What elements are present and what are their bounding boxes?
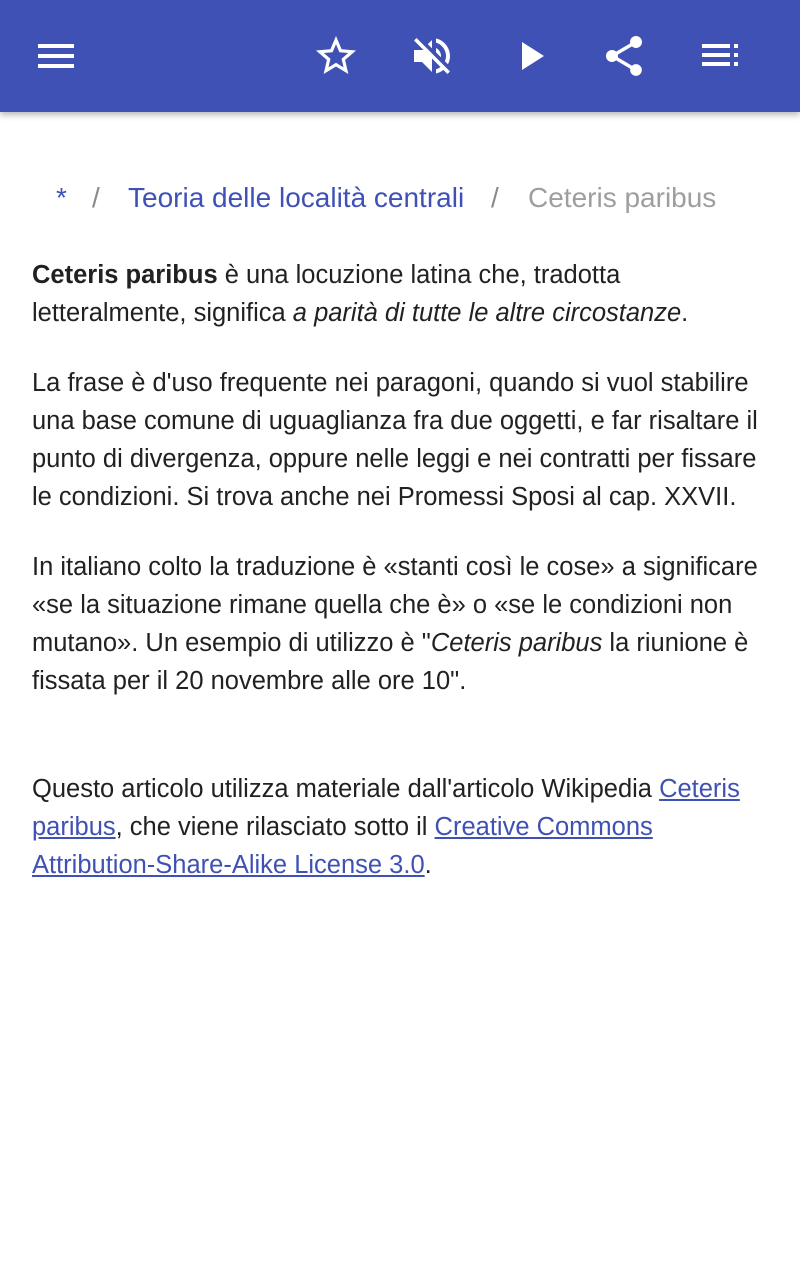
article-paragraph [32, 256, 768, 332]
breadcrumb-parent-link[interactable]: Teoria delle località centrali [128, 182, 465, 213]
attribution-text: Questo articolo utilizza materiale dall'articolo Wikipedia [32, 775, 660, 803]
menu-button[interactable] [16, 16, 96, 96]
article-paragraph: La frase è d'uso frequente nei paragoni, quando si vuol stabilire una base comune di uguaglianza fra due oggetti, e far risaltare il punto di divergenza, oppure nelle leggi e nei contratti per fissare le condizioni. Si trova anche nei Promessi Sposi al cap. XXVII. [32, 369, 758, 511]
breadcrumb-separator: / [491, 182, 499, 213]
breadcrumb-separator: / [92, 182, 100, 213]
breadcrumb-current: Ceteris paribus [528, 182, 717, 213]
play-icon [506, 32, 554, 80]
attribution-paragraph [32, 770, 768, 884]
wikipedia-article-link[interactable]: Ceteris paribus [32, 775, 740, 841]
article-paragraph [32, 548, 768, 700]
breadcrumb-home-link[interactable]: * [56, 182, 67, 213]
playlist-icon [696, 32, 744, 80]
article-text: la riunione è fissata per il 20 novembre alle ore 10". [32, 629, 749, 695]
share-button[interactable] [584, 16, 664, 96]
contents-button[interactable] [680, 16, 760, 96]
breadcrumb [0, 172, 800, 224]
favorite-button[interactable] [296, 16, 376, 96]
share-icon [600, 32, 648, 80]
article-text: . [681, 299, 689, 327]
star-outline-icon [312, 32, 360, 80]
license-link[interactable]: Creative Commons Attribution-Share-Alike License 3.0 [32, 813, 653, 879]
app-toolbar [0, 0, 800, 112]
menu-icon [32, 32, 80, 80]
attribution-text: , che viene rilasciato sotto il [115, 813, 435, 841]
mute-button[interactable] [392, 16, 472, 96]
article-text: In italiano colto la traduzione è «stanti così le cose» a significare «se la situazione rimane quella che è» o «se le condizioni non mutano». Un esempio di utilizzo è " [32, 553, 758, 657]
article-body [32, 256, 768, 916]
article-meaning: a parità di tutte le altre circostanze [292, 299, 682, 327]
article-term: Ceteris paribus [32, 261, 218, 289]
article-text: è una locuzione latina che, tradotta letteralmente, significa [32, 261, 621, 327]
example-term: Ceteris paribus [430, 629, 603, 657]
play-button[interactable] [490, 16, 570, 96]
volume-off-icon [408, 32, 456, 80]
attribution-text: . [424, 851, 432, 879]
